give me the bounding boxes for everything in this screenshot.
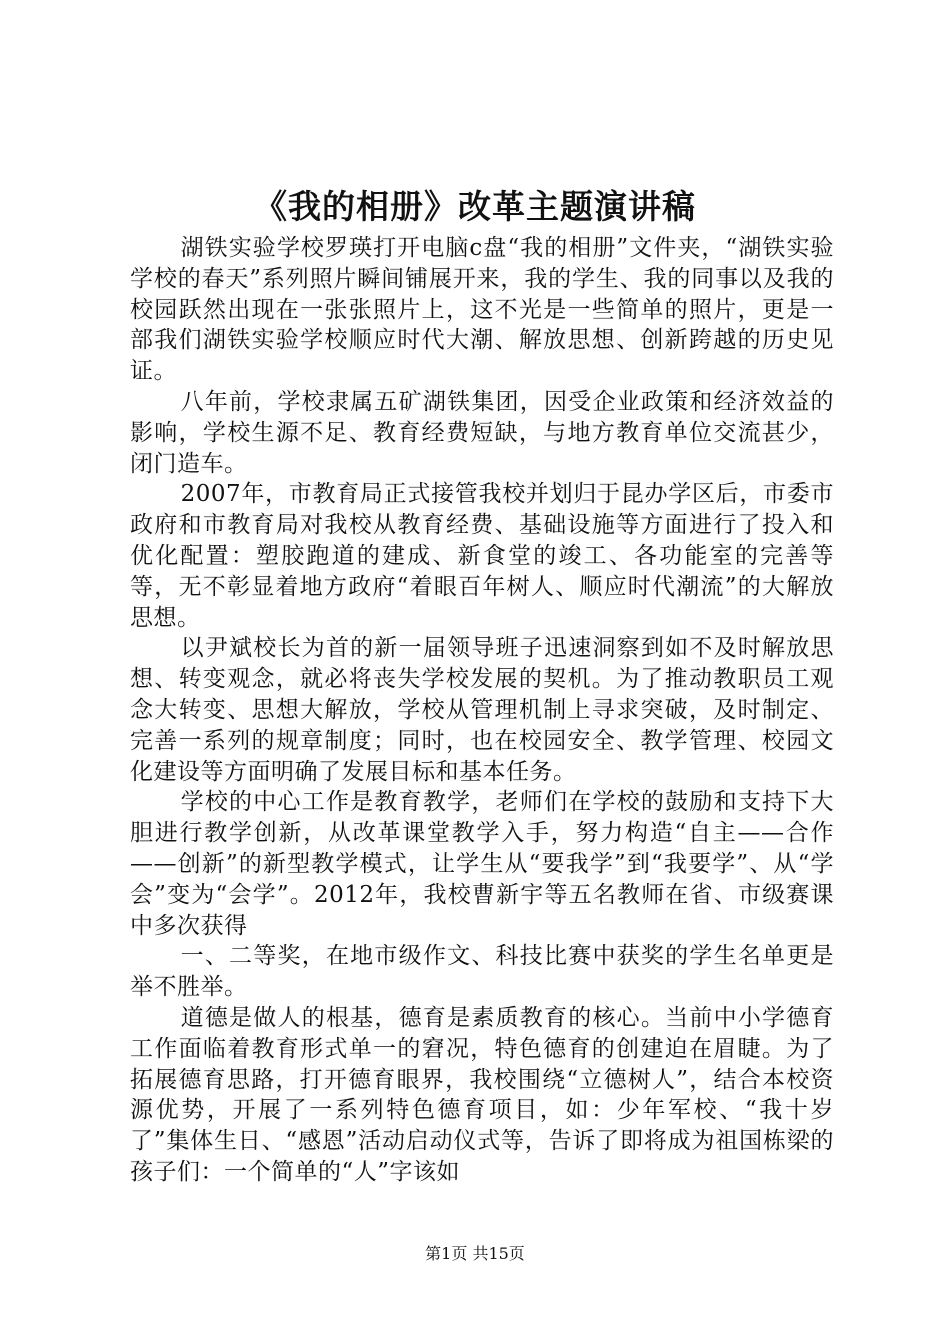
paragraph-5: 学校的中心工作是教育教学，老师们在学校的鼓励和支持下大胆进行教学创新，从改革课堂教学入手，努力构造“自主——合作——创新”的新型教学模式，让学生从“要我学”到“我要学”、从“学会”变为“会学”。2012年，我校曹新宇等五名教师在省、市级赛课中多次获得 bbox=[130, 789, 834, 939]
page-footer: 第1页 共15页 bbox=[425, 1244, 525, 1263]
paragraph-1: 湖铁实验学校罗瑛打开电脑c盘“我的相册”文件夹，“湖铁实验学校的春天”系列照片瞬间铺展开来，我的学生、我的同事以及我的校园跃然出现在一张张照片上，这不光是一些简单的照片，更是一部我们湖铁实验学校顺应时代大潮、解放思想、创新跨越的历史见证。 bbox=[130, 235, 834, 385]
paragraph-2: 八年前，学校隶属五矿湖铁集团，因受企业政策和经济效益的影响，学校生源不足、教育经费短缺，与地方教育单位交流甚少，闭门造车。 bbox=[130, 388, 834, 477]
paragraph-6: 一、二等奖，在地市级作文、科技比赛中获奖的学生名单更是举不胜举。 bbox=[130, 943, 834, 1001]
document-body bbox=[130, 233, 834, 1188]
document-title: 《我的相册》改革主题演讲稿 bbox=[254, 187, 696, 226]
paragraph-7: 道德是做人的根基，德育是素质教育的核心。当前中小学德育工作面临着教育形式单一的窘况，特色德育的创建迫在眉睫。为了拓展德育思路，打开德育眼界，我校围绕“立德树人”，结合本校资源优势，开展了一系列特色德育项目，如：少年军校、“我十岁了”集体生日、“感恩”活动启动仪式等，告诉了即将成为祖国栋梁的孩子们：一个简单的“人”字该如 bbox=[130, 1004, 834, 1185]
paragraph-3: 2007年，市教育局正式接管我校并划归于昆办学区后，市委市政府和市教育局对我校从教育经费、基础设施等方面进行了投入和优化配置：塑胶跑道的建成、新食堂的竣工、各功能室的完善等等，无不彰显着地方政府“着眼百年树人、顺应时代潮流”的大解放思想。 bbox=[130, 481, 834, 631]
paragraph-4: 以尹斌校长为首的新一届领导班子迅速洞察到如不及时解放思想、转变观念，就必将丧失学校发展的契机。为了推动教职员工观念大转变、思想大解放，学校从管理机制上寻求突破，及时制定、完善一系列的规章制度；同时，也在校园安全、教学管理、校园文化建设等方面明确了发展目标和基本任务。 bbox=[130, 635, 834, 785]
